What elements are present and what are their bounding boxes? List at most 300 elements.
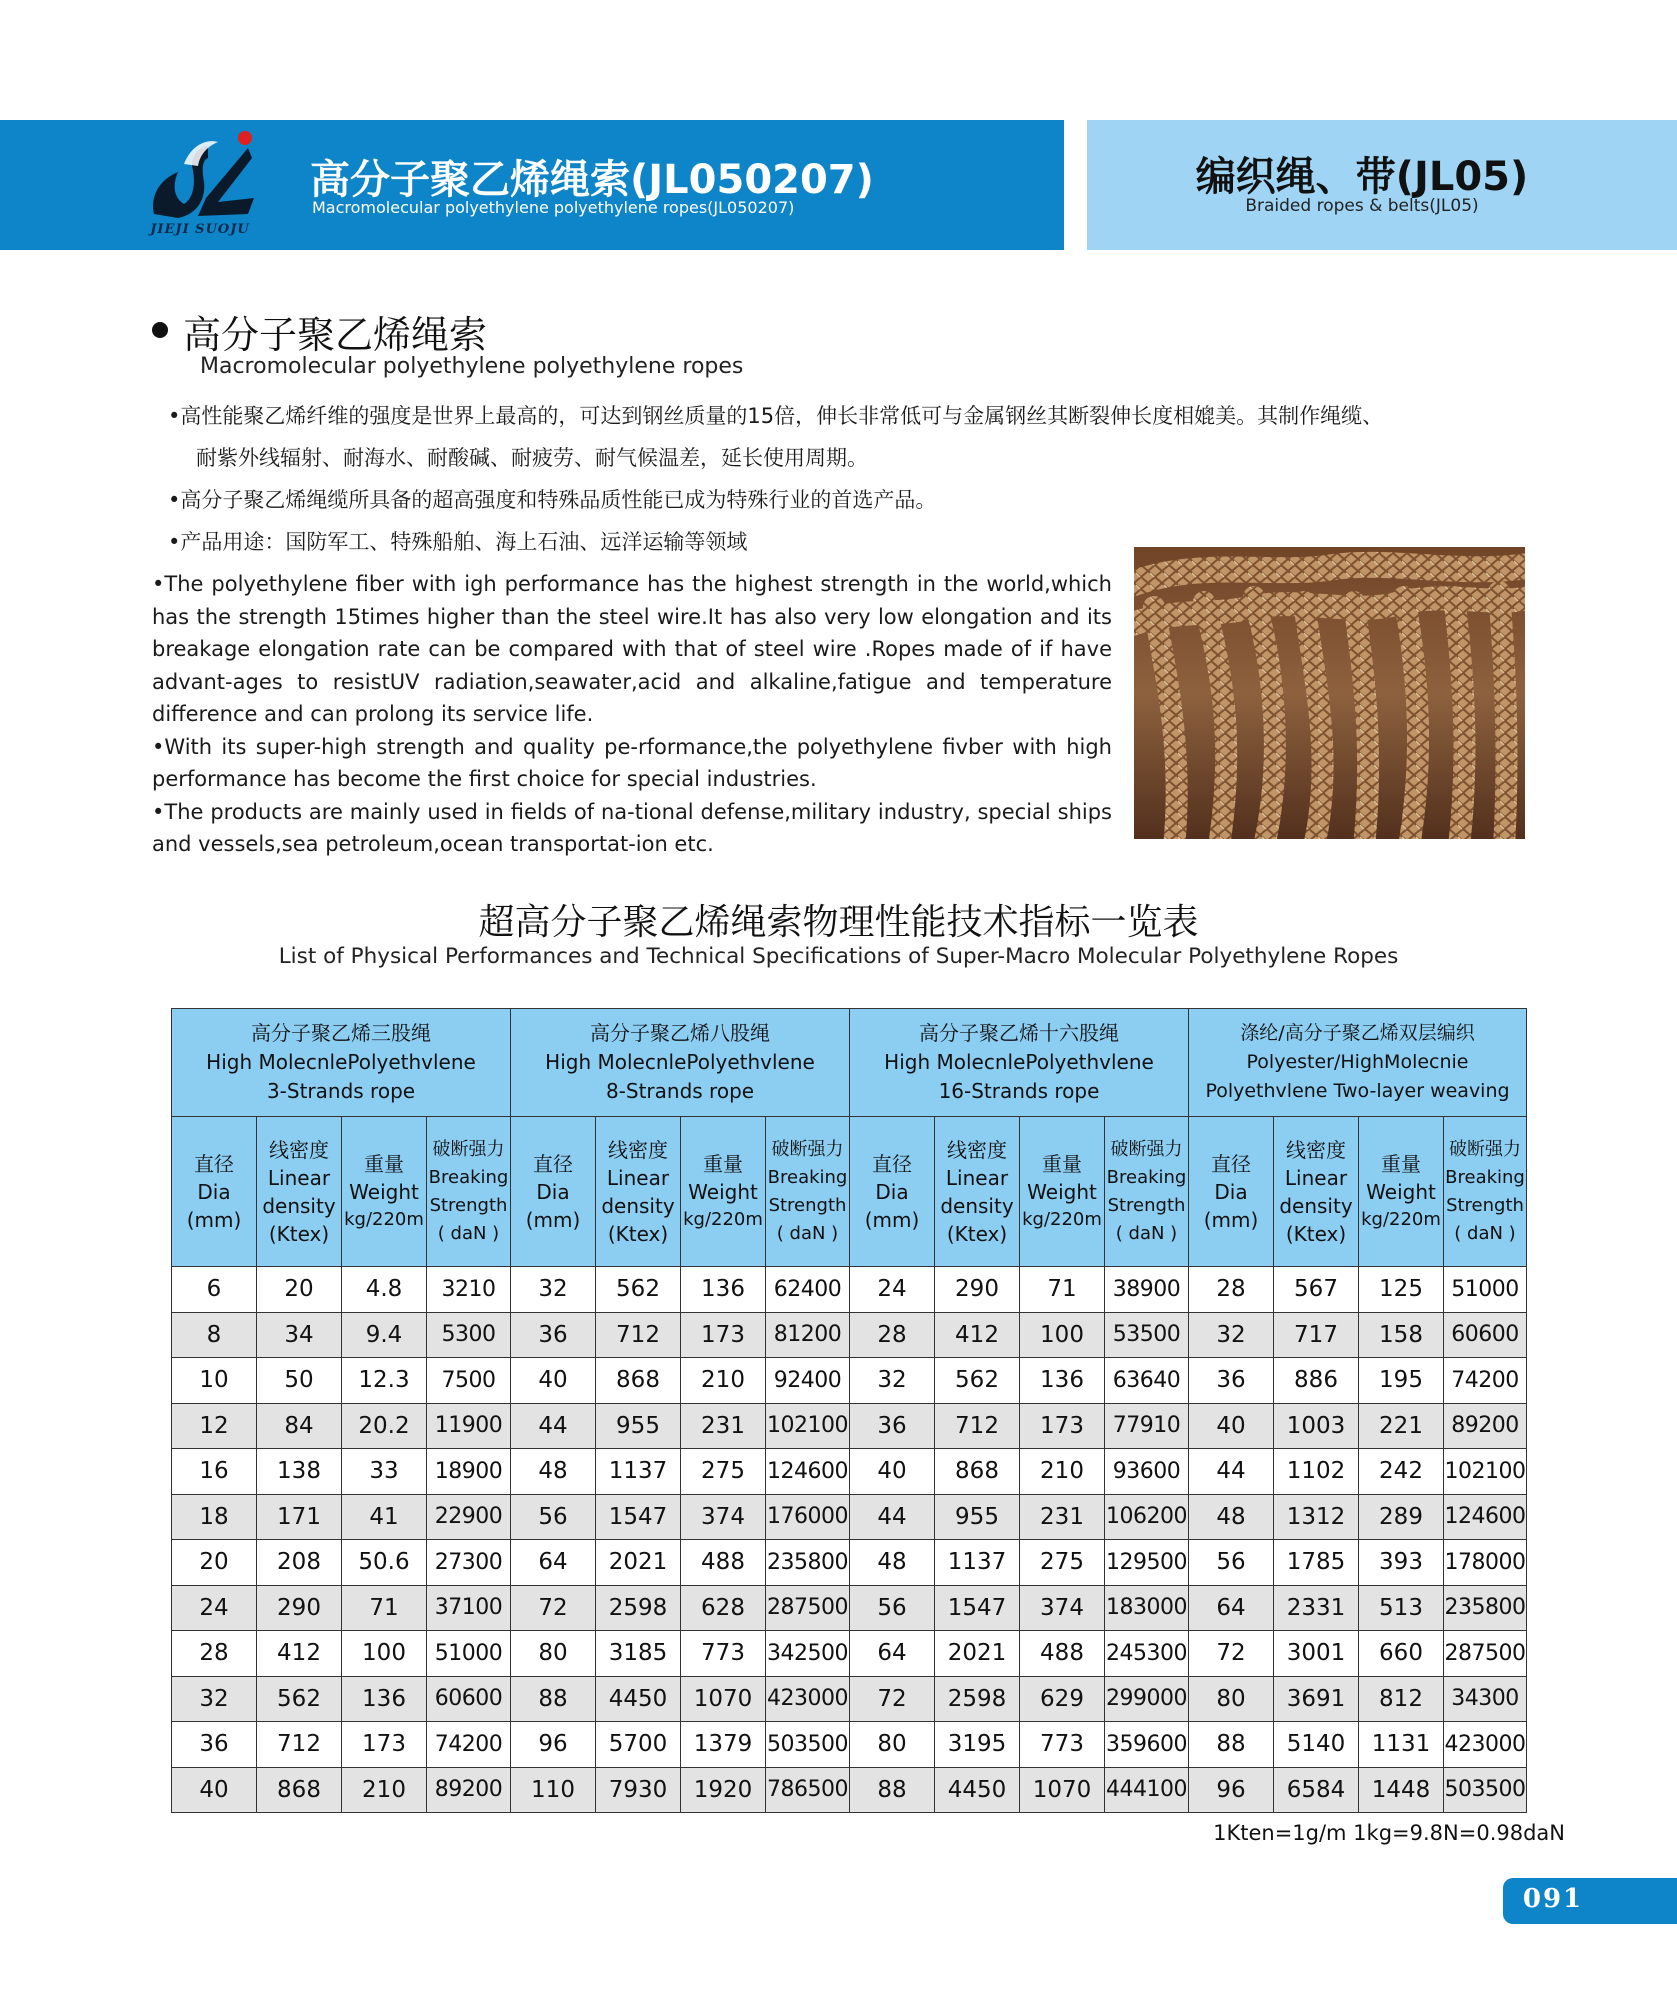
col-header-text: ( daN ): [1454, 1222, 1516, 1244]
col-header-text: Dia: [197, 1179, 231, 1204]
table-cell: 7500: [427, 1358, 511, 1404]
col-header-text: 线密度: [608, 1137, 668, 1162]
en-paragraph: •The polyethylene fiber with igh performance has the highest strength in the world,which has the strength 15times higher than the steel wire.It has also very low elongation and its breakage elongation rate can be compared with that of steel wire .Ropes made of if have advant-ages to resistUV radiation,seawater,acid and alkaline,fatigue and temperature difference and can prolong its service life.: [152, 572, 1112, 726]
table-cell: 129500: [1105, 1540, 1189, 1586]
table-cell: 48: [850, 1540, 935, 1586]
table-cell: 773: [1020, 1722, 1105, 1768]
table-cell: 96: [511, 1722, 596, 1768]
table-cell: 50.6: [342, 1540, 427, 1586]
table-cell: 3210: [427, 1267, 511, 1313]
col-header-breaking-strength: [427, 1117, 511, 1267]
group-type-en: 8-Strands rope: [605, 1079, 755, 1103]
table-cell: 342500: [766, 1631, 850, 1677]
table-cell: 64: [850, 1631, 935, 1677]
col-header-text: Weight: [349, 1179, 419, 1204]
col-header-text: 直径: [194, 1151, 234, 1176]
table-cell: 374: [681, 1494, 766, 1540]
col-header-text: 线密度: [269, 1137, 329, 1162]
col-header-text: (Ktex): [946, 1221, 1008, 1246]
table-cell: 8: [172, 1312, 257, 1358]
table-cell: 32: [511, 1267, 596, 1313]
table-cell: 56: [511, 1494, 596, 1540]
col-header-breaking-strength: [766, 1117, 850, 1267]
rope-photo: [1134, 547, 1525, 839]
table-cell: 235800: [1444, 1585, 1527, 1631]
table-cell: 92400: [766, 1358, 850, 1404]
col-header-text: Strength: [1446, 1194, 1524, 1216]
col-header-text: ( daN ): [437, 1222, 500, 1244]
table-cell: 210: [1020, 1449, 1105, 1495]
table-cell: 80: [850, 1722, 935, 1768]
table-cell: 158: [1359, 1312, 1444, 1358]
table-cell: 40: [172, 1767, 257, 1813]
table-cell: 77910: [1105, 1403, 1189, 1449]
table-cell: 100: [342, 1631, 427, 1677]
col-header-text: 破断强力: [1110, 1138, 1183, 1160]
table-cell: 96: [1189, 1767, 1274, 1813]
table-cell: 359600: [1105, 1722, 1189, 1768]
table-cell: 423000: [1444, 1722, 1527, 1768]
col-header-text: kg/220m: [344, 1208, 424, 1230]
table-cell: 28: [172, 1631, 257, 1677]
table-cell: 513: [1359, 1585, 1444, 1631]
table-cell: 488: [1020, 1631, 1105, 1677]
col-header-dia: [850, 1117, 935, 1267]
table-cell: 712: [935, 1403, 1020, 1449]
table-cell: 210: [681, 1358, 766, 1404]
table-cell: 72: [1189, 1631, 1274, 1677]
table-cell: 812: [1359, 1676, 1444, 1722]
table-cell: 412: [257, 1631, 342, 1677]
table-cell: 290: [935, 1267, 1020, 1313]
table-cell: 64: [511, 1540, 596, 1586]
table-row: [172, 1540, 1527, 1586]
col-header-text: Linear: [606, 1165, 670, 1190]
table-cell: 868: [596, 1358, 681, 1404]
table-cell: 40: [850, 1449, 935, 1495]
table-cell: 712: [257, 1722, 342, 1768]
table-cell: 173: [1020, 1403, 1105, 1449]
table-cell: 48: [511, 1449, 596, 1495]
table-cell: 235800: [766, 1540, 850, 1586]
table-cell: 32: [850, 1358, 935, 1404]
col-header-text: kg/220m: [683, 1208, 763, 1230]
table-cell: 245300: [1105, 1631, 1189, 1677]
table-cell: 74200: [427, 1722, 511, 1768]
table-cell: 51000: [427, 1631, 511, 1677]
table-cell: 51000: [1444, 1267, 1527, 1313]
table-cell: 1547: [596, 1494, 681, 1540]
table-cell: 74200: [1444, 1358, 1527, 1404]
units-note: 1Kten=1g/m 1kg=9.8N=0.98daN: [1213, 1821, 1565, 1845]
table-cell: 36: [850, 1403, 935, 1449]
table-subtitle: List of Physical Performances and Technical Specifications of Super-Macro Molecular Polyethylene Ropes: [278, 944, 1399, 969]
col-header-text: density: [601, 1193, 675, 1218]
table-cell: 231: [681, 1403, 766, 1449]
table-cell: 9.4: [342, 1312, 427, 1358]
table-cell: 488: [681, 1540, 766, 1586]
table-row: [172, 1585, 1527, 1631]
col-header-text: Weight: [688, 1179, 758, 1204]
col-header-text: (Ktex): [607, 1221, 669, 1246]
product-subtitle: Macromolecular polyethylene polyethylene ropes(JL050207): [312, 198, 795, 217]
col-header-text: (mm): [864, 1207, 920, 1232]
table-cell: 24: [172, 1585, 257, 1631]
table-cell: 18900: [427, 1449, 511, 1495]
col-header-text: 破断强力: [432, 1138, 505, 1160]
table-cell: 72: [850, 1676, 935, 1722]
col-header-dia: [1189, 1117, 1274, 1267]
spec-table: [171, 1008, 1527, 1813]
group-name-en: High MolecnlePolyethvlene: [206, 1050, 476, 1074]
table-cell: 22900: [427, 1494, 511, 1540]
table-cell: 955: [935, 1494, 1020, 1540]
table-cell: 444100: [1105, 1767, 1189, 1813]
group-header-row: [172, 1009, 1527, 1117]
bullet-icon: [152, 322, 168, 338]
group-name-cn: 高分子聚乙烯十六股绳: [919, 1021, 1119, 1045]
table-cell: 773: [681, 1631, 766, 1677]
col-header-text: Linear: [945, 1165, 1009, 1190]
table-cell: 231: [1020, 1494, 1105, 1540]
table-cell: 503500: [766, 1722, 850, 1768]
col-header-weight: [681, 1117, 766, 1267]
table-cell: 1131: [1359, 1722, 1444, 1768]
table-cell: 4450: [935, 1767, 1020, 1813]
group-name-cn: 涤纶/高分子聚乙烯双层编织: [1240, 1022, 1475, 1044]
table-cell: 80: [1189, 1676, 1274, 1722]
table-cell: 88: [1189, 1722, 1274, 1768]
table-cell: 289: [1359, 1494, 1444, 1540]
table-cell: 53500: [1105, 1312, 1189, 1358]
table-cell: 786500: [766, 1767, 850, 1813]
table-cell: 6: [172, 1267, 257, 1313]
table-cell: 20: [172, 1540, 257, 1586]
table-cell: 40: [511, 1358, 596, 1404]
table-cell: 36: [511, 1312, 596, 1358]
table-cell: 62400: [766, 1267, 850, 1313]
col-header-text: (Ktex): [268, 1221, 330, 1246]
table-row: [172, 1449, 1527, 1495]
group-header: [1189, 1009, 1527, 1117]
table-cell: 195: [1359, 1358, 1444, 1404]
col-header-text: Breaking: [767, 1166, 848, 1188]
section-subtitle: Macromolecular polyethylene polyethylene ropes: [200, 354, 744, 379]
table-cell: 28: [850, 1312, 935, 1358]
col-header-text: 重量: [1381, 1151, 1421, 1176]
col-header-text: Dia: [1214, 1179, 1248, 1204]
table-cell: 221: [1359, 1403, 1444, 1449]
table-cell: 2331: [1274, 1585, 1359, 1631]
table-cell: 93600: [1105, 1449, 1189, 1495]
table-cell: 136: [681, 1267, 766, 1313]
table-cell: 393: [1359, 1540, 1444, 1586]
table-cell: 562: [596, 1267, 681, 1313]
table-cell: 242: [1359, 1449, 1444, 1495]
table-cell: 5140: [1274, 1722, 1359, 1768]
table-cell: 36: [172, 1722, 257, 1768]
group-header: [850, 1009, 1189, 1117]
table-row: [172, 1358, 1527, 1404]
col-header-weight: [342, 1117, 427, 1267]
col-header-text: 直径: [872, 1151, 912, 1176]
table-cell: 28: [1189, 1267, 1274, 1313]
en-paragraph: •With its super-high strength and quality pe-rformance,the polyethylene fivber with high performance has become the first choice for special industries.: [152, 734, 1112, 791]
table-cell: 18: [172, 1494, 257, 1540]
table-cell: 1137: [596, 1449, 681, 1495]
table-cell: 102100: [1444, 1449, 1527, 1495]
table-cell: 178000: [1444, 1540, 1527, 1586]
table-cell: 27300: [427, 1540, 511, 1586]
table-cell: 32: [172, 1676, 257, 1722]
col-header-dia: [172, 1117, 257, 1267]
table-cell: 1547: [935, 1585, 1020, 1631]
table-cell: 48: [1189, 1494, 1274, 1540]
table-title: 超高分子聚乙烯绳索物理性能技术指标一览表: [478, 902, 1199, 943]
table-cell: 71: [1020, 1267, 1105, 1313]
table-cell: 88: [850, 1767, 935, 1813]
table-cell: 4450: [596, 1676, 681, 1722]
table-cell: 41: [342, 1494, 427, 1540]
col-header-weight: [1359, 1117, 1444, 1267]
table-cell: 36: [1189, 1358, 1274, 1404]
col-header-text: Strength: [768, 1194, 847, 1216]
table-cell: 1785: [1274, 1540, 1359, 1586]
table-cell: 38900: [1105, 1267, 1189, 1313]
group-type-en: 3-Strands rope: [266, 1079, 416, 1103]
col-header-text: 线密度: [1286, 1137, 1346, 1162]
table-cell: 1003: [1274, 1403, 1359, 1449]
table-cell: 171: [257, 1494, 342, 1540]
table-cell: 20: [257, 1267, 342, 1313]
col-header-text: Dia: [536, 1179, 570, 1204]
table-cell: 183000: [1105, 1585, 1189, 1631]
group-header: [511, 1009, 850, 1117]
table-cell: 34: [257, 1312, 342, 1358]
table-cell: 40: [1189, 1403, 1274, 1449]
col-header-text: Strength: [429, 1194, 508, 1216]
table-cell: 868: [935, 1449, 1020, 1495]
table-cell: 50: [257, 1358, 342, 1404]
table-cell: 210: [342, 1767, 427, 1813]
col-header-text: Strength: [1107, 1194, 1186, 1216]
table-cell: 125: [1359, 1267, 1444, 1313]
table-cell: 136: [342, 1676, 427, 1722]
col-header-text: Linear: [267, 1165, 331, 1190]
table-cell: 71: [342, 1585, 427, 1631]
col-header-text: (mm): [1203, 1207, 1259, 1232]
table-cell: 7930: [596, 1767, 681, 1813]
cn-description-line: •高性能聚乙烯纤维的强度是世界上最高的，可达到钢丝质量的15倍，伸长非常低可与金属钢丝其断裂伸长度相媲美。其制作绳缆、: [168, 404, 1384, 428]
table-row: [172, 1631, 1527, 1677]
table-cell: 374: [1020, 1585, 1105, 1631]
col-header-text: Breaking: [1106, 1166, 1187, 1188]
group-name-cn: 高分子聚乙烯八股绳: [590, 1021, 770, 1045]
table-row: [172, 1312, 1527, 1358]
table-cell: 868: [257, 1767, 342, 1813]
table-cell: 81200: [766, 1312, 850, 1358]
col-header-linear-density: [1274, 1117, 1359, 1267]
table-cell: 1137: [935, 1540, 1020, 1586]
table-cell: 2021: [935, 1631, 1020, 1677]
col-header-text: kg/220m: [1022, 1208, 1102, 1230]
group-name-en: Polyester/HighMolecnie: [1246, 1051, 1469, 1073]
table-cell: 32: [1189, 1312, 1274, 1358]
table-cell: 2021: [596, 1540, 681, 1586]
table-cell: 1312: [1274, 1494, 1359, 1540]
table-cell: 562: [257, 1676, 342, 1722]
en-description: [152, 568, 1112, 861]
table-cell: 37100: [427, 1585, 511, 1631]
table-cell: 3195: [935, 1722, 1020, 1768]
table-cell: 63640: [1105, 1358, 1189, 1404]
table-cell: 2598: [935, 1676, 1020, 1722]
col-header-text: 重量: [703, 1151, 743, 1176]
col-header-dia: [511, 1117, 596, 1267]
table-cell: 886: [1274, 1358, 1359, 1404]
table-cell: 287500: [1444, 1631, 1527, 1677]
col-header-text: 重量: [1042, 1151, 1082, 1176]
table-cell: 89200: [1444, 1403, 1527, 1449]
table-cell: 44: [1189, 1449, 1274, 1495]
table-cell: 299000: [1105, 1676, 1189, 1722]
table-cell: 44: [511, 1403, 596, 1449]
col-header-text: ( daN ): [776, 1222, 839, 1244]
table-cell: 34300: [1444, 1676, 1527, 1722]
table-cell: 44: [850, 1494, 935, 1540]
table-cell: 423000: [766, 1676, 850, 1722]
table-cell: 562: [935, 1358, 1020, 1404]
table-cell: 84: [257, 1403, 342, 1449]
table-cell: 275: [1020, 1540, 1105, 1586]
table-cell: 124600: [1444, 1494, 1527, 1540]
table-cell: 16: [172, 1449, 257, 1495]
table-cell: 72: [511, 1585, 596, 1631]
table-cell: 717: [1274, 1312, 1359, 1358]
col-header-weight: [1020, 1117, 1105, 1267]
col-header-text: density: [262, 1193, 336, 1218]
table-cell: 60600: [427, 1676, 511, 1722]
table-cell: 955: [596, 1403, 681, 1449]
table-cell: 89200: [427, 1767, 511, 1813]
table-cell: 3001: [1274, 1631, 1359, 1677]
table-cell: 106200: [1105, 1494, 1189, 1540]
col-header-text: Dia: [875, 1179, 909, 1204]
table-cell: 503500: [1444, 1767, 1527, 1813]
table-cell: 628: [681, 1585, 766, 1631]
table-cell: 12.3: [342, 1358, 427, 1404]
group-name-en: High MolecnlePolyethvlene: [884, 1050, 1154, 1074]
table-cell: 56: [850, 1585, 935, 1631]
table-cell: 412: [935, 1312, 1020, 1358]
table-cell: 110: [511, 1767, 596, 1813]
col-header-text: density: [940, 1193, 1014, 1218]
cn-description-line: •产品用途：国防军工、特殊船舶、海上石油、远洋运输等领域: [168, 530, 748, 554]
col-header-text: 破断强力: [771, 1138, 844, 1160]
table-row: [172, 1676, 1527, 1722]
table-cell: 80: [511, 1631, 596, 1677]
col-header-text: 重量: [364, 1151, 404, 1176]
table-cell: 20.2: [342, 1403, 427, 1449]
table-cell: 5700: [596, 1722, 681, 1768]
table-cell: 124600: [766, 1449, 850, 1495]
col-header-text: 直径: [1211, 1151, 1251, 1176]
column-header-row: [172, 1117, 1527, 1267]
table-cell: 2598: [596, 1585, 681, 1631]
table-cell: 4.8: [342, 1267, 427, 1313]
table-cell: 10: [172, 1358, 257, 1404]
cn-description-line: •高分子聚乙烯绳缆所具备的超高强度和特殊品质性能已成为特殊行业的首选产品。: [168, 488, 937, 512]
page-number: 091: [1522, 1884, 1584, 1914]
table-cell: 1070: [681, 1676, 766, 1722]
table-cell: 567: [1274, 1267, 1359, 1313]
table-body: [172, 1267, 1527, 1813]
table-cell: 3691: [1274, 1676, 1359, 1722]
en-paragraph: •The products are mainly used in fields of na-tional defense,military industry, special ships and vessels,sea petroleum,ocean transportat-ion etc.: [152, 799, 1112, 856]
col-header-text: Breaking: [428, 1166, 509, 1188]
table-cell: 136: [1020, 1358, 1105, 1404]
table-cell: 24: [850, 1267, 935, 1313]
cn-description-line: 耐紫外线辐射、耐海水、耐酸碱、耐疲劳、耐气候温差，延长使用周期。: [196, 446, 868, 470]
group-type-en: 16-Strands rope: [938, 1079, 1100, 1103]
col-header-text: 线密度: [947, 1137, 1007, 1162]
table-row: [172, 1767, 1527, 1813]
col-header-text: Weight: [1027, 1179, 1097, 1204]
table-cell: 138: [257, 1449, 342, 1495]
table-cell: 5300: [427, 1312, 511, 1358]
col-header-linear-density: [596, 1117, 681, 1267]
col-header-text: density: [1279, 1193, 1353, 1218]
category-subtitle: Braided ropes & belts(JL05): [1245, 196, 1479, 216]
group-name-en: High MolecnlePolyethvlene: [545, 1050, 815, 1074]
table-cell: 3185: [596, 1631, 681, 1677]
product-title: 高分子聚乙烯绳索(JL050207): [310, 157, 874, 203]
category-title: 编织绳、带(JL05): [1195, 154, 1529, 200]
table-cell: 60600: [1444, 1312, 1527, 1358]
table-cell: 11900: [427, 1403, 511, 1449]
table-cell: 712: [596, 1312, 681, 1358]
table-cell: 6584: [1274, 1767, 1359, 1813]
logo-text: JIEJI SUOJU: [150, 222, 250, 237]
table-cell: 173: [342, 1722, 427, 1768]
col-header-linear-density: [935, 1117, 1020, 1267]
col-header-text: ( daN ): [1115, 1222, 1178, 1244]
table-cell: 102100: [766, 1403, 850, 1449]
table-cell: 173: [681, 1312, 766, 1358]
table-cell: 100: [1020, 1312, 1105, 1358]
table-row: [172, 1403, 1527, 1449]
group-name-cn: 高分子聚乙烯三股绳: [251, 1021, 431, 1045]
col-header-breaking-strength: [1105, 1117, 1189, 1267]
group-header: [172, 1009, 511, 1117]
table-cell: 176000: [766, 1494, 850, 1540]
table-cell: 290: [257, 1585, 342, 1631]
table-cell: 1379: [681, 1722, 766, 1768]
table-cell: 287500: [766, 1585, 850, 1631]
table-cell: 1102: [1274, 1449, 1359, 1495]
table-cell: 12: [172, 1403, 257, 1449]
table-row: [172, 1722, 1527, 1768]
table-cell: 208: [257, 1540, 342, 1586]
table-cell: 1920: [681, 1767, 766, 1813]
col-header-text: (Ktex): [1285, 1221, 1347, 1246]
col-header-text: Weight: [1366, 1179, 1436, 1204]
table-cell: 660: [1359, 1631, 1444, 1677]
col-header-text: (mm): [525, 1207, 581, 1232]
table-cell: 56: [1189, 1540, 1274, 1586]
col-header-linear-density: [257, 1117, 342, 1267]
col-header-text: (mm): [186, 1207, 242, 1232]
